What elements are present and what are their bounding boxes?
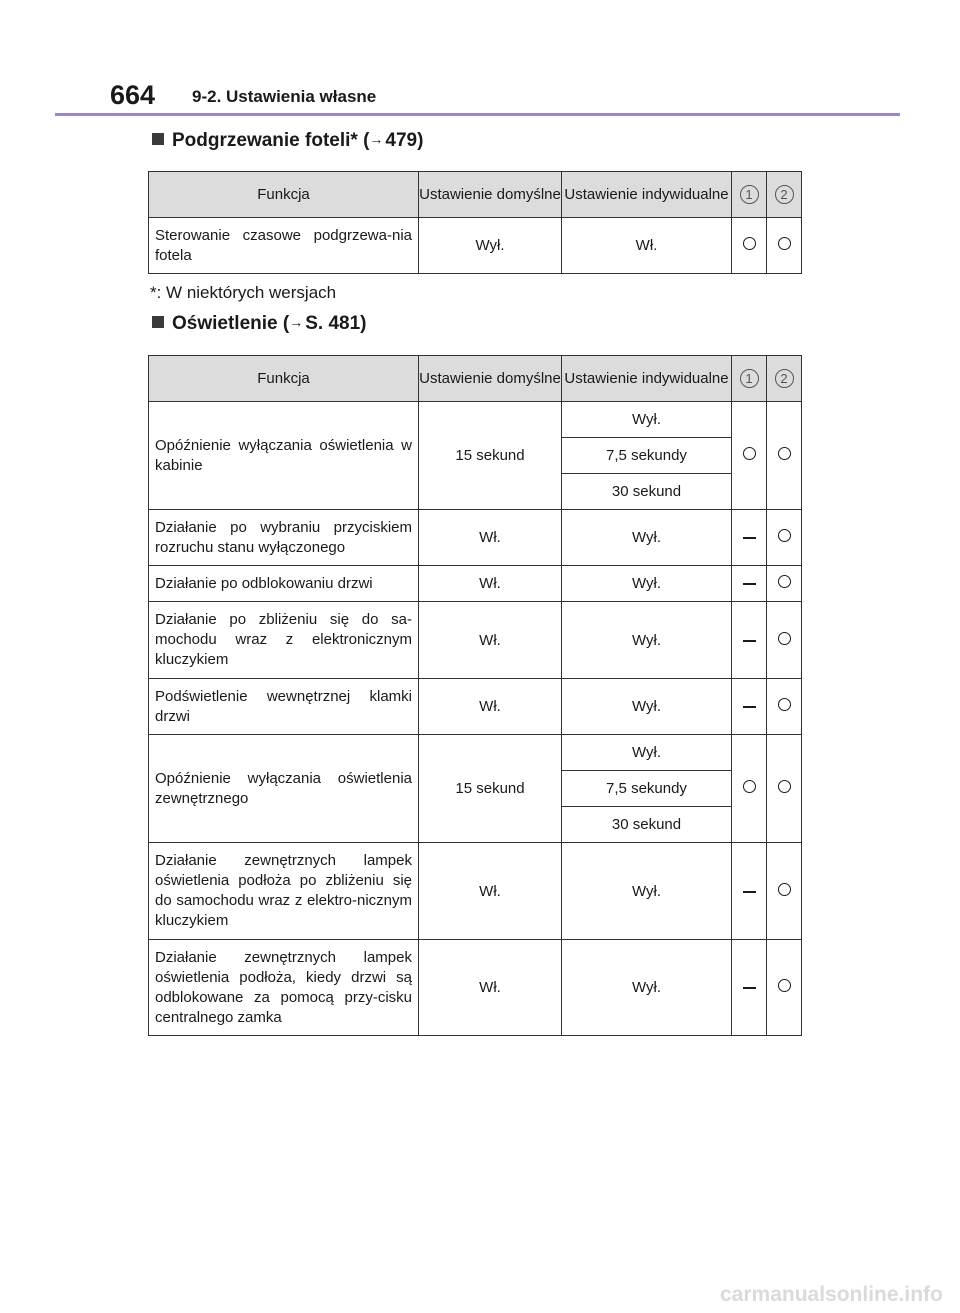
col-1 (732, 356, 767, 402)
circle-icon (778, 237, 791, 250)
watermark: carmanualsonline.info (720, 1283, 943, 1306)
circle-icon (778, 780, 791, 793)
custom-cell: Wył. (562, 679, 732, 735)
header-rule (55, 113, 900, 116)
default-cell: Wł. (419, 679, 562, 735)
default-cell: 15 sekund (419, 735, 562, 843)
c1-cell (732, 735, 767, 843)
table-row (149, 218, 802, 274)
bullet-square-icon (152, 316, 164, 328)
c1-cell (732, 679, 767, 735)
bullet-square-icon (152, 133, 164, 145)
dash-icon (743, 891, 756, 893)
custom-cell: Wył. (562, 566, 732, 602)
custom-cell: Wył. (562, 843, 732, 940)
table-row (149, 843, 802, 940)
col-default: Ustawienie domyślne (419, 172, 562, 218)
custom-cell: 30 sekund (562, 474, 732, 510)
default-cell: Wył. (419, 218, 562, 274)
c2-cell (767, 940, 802, 1036)
table-header-row (149, 172, 802, 218)
c2-cell (767, 510, 802, 566)
default-cell: Wł. (419, 843, 562, 940)
function-cell: Działanie po zbliżeniu się do sa-mochodu wraz z elektronicznym kluczykiem (149, 602, 419, 679)
function-cell: Działanie po odblokowaniu drzwi (149, 566, 419, 602)
function-cell: Działanie po wybraniu przyciskiem rozruchu stanu wyłączonego (149, 510, 419, 566)
c2-cell (767, 566, 802, 602)
circle-icon (778, 575, 791, 588)
circled-two-icon: 2 (775, 369, 794, 388)
function-cell: Sterowanie czasowe podgrzewa-nia fotela (149, 218, 419, 274)
heading-text: Oświetlenie (172, 313, 278, 334)
c1-cell (732, 402, 767, 510)
custom-cell: Wył. (562, 735, 732, 771)
function-cell: Opóźnienie wyłączania oświetlenia zewnętrznego (149, 735, 419, 843)
c2-cell (767, 843, 802, 940)
table-row (149, 679, 802, 735)
table-row (149, 566, 802, 602)
c1-cell (732, 940, 767, 1036)
col-funkcja: Funkcja (149, 356, 419, 402)
col-2 (767, 172, 802, 218)
c1-cell (732, 566, 767, 602)
function-cell: Opóźnienie wyłączania oświetlenia w kabinie (149, 402, 419, 510)
table-header-row (149, 356, 802, 402)
dash-icon (743, 640, 756, 642)
c2-cell (767, 735, 802, 843)
default-cell: Wł. (419, 940, 562, 1036)
circle-icon (743, 780, 756, 793)
c2-cell (767, 602, 802, 679)
heading-ref: S. 481 (305, 313, 361, 334)
col-funkcja: Funkcja (149, 172, 419, 218)
custom-cell: 7,5 sekundy (562, 438, 732, 474)
default-cell: Wł. (419, 510, 562, 566)
custom-cell: 7,5 sekundy (562, 771, 732, 807)
heading-ref: 479 (385, 130, 418, 151)
circled-one-icon: 1 (740, 185, 759, 204)
function-cell: Podświetlenie wewnętrznej klamki drzwi (149, 679, 419, 735)
lighting-table (148, 355, 802, 1036)
circle-icon (778, 447, 791, 460)
function-cell: Działanie zewnętrznych lampek oświetlenia podłoża po zbliżeniu się do samochodu wraz z elektro-nicznym kluczykiem (149, 843, 419, 940)
c1-cell (732, 602, 767, 679)
col-default: Ustawienie domyślne (419, 356, 562, 402)
heading-text: Podgrzewanie foteli* (172, 130, 358, 151)
table-row (149, 402, 802, 438)
footnote: *: W niektórych wersjach (150, 283, 337, 302)
col-custom: Ustawienie indywidualne (562, 172, 732, 218)
circled-one-icon: 1 (740, 369, 759, 388)
c2-cell (767, 402, 802, 510)
section-title: 9-2. Ustawienia własne (192, 87, 377, 106)
table-row (149, 940, 802, 1036)
dash-icon (743, 987, 756, 989)
custom-cell: Wł. (562, 218, 732, 274)
heading-lighting: Oświetlenie (→ S. 481) (152, 313, 366, 335)
circle-icon (778, 883, 791, 896)
circle-icon (778, 529, 791, 542)
heading-seat-heating: Podgrzewanie foteli* (→ 479) (152, 130, 423, 152)
custom-cell: Wył. (562, 402, 732, 438)
function-cell: Działanie zewnętrznych lampek oświetlenia podłoża, kiedy drzwi są odblokowane za pomocą przy-cisku centralnego zamka (149, 940, 419, 1036)
default-cell: Wł. (419, 566, 562, 602)
custom-cell: Wył. (562, 510, 732, 566)
default-cell: Wł. (419, 602, 562, 679)
col-1 (732, 172, 767, 218)
circle-icon (778, 979, 791, 992)
circle-icon (743, 447, 756, 460)
c1-cell (732, 218, 767, 274)
circle-icon (778, 632, 791, 645)
c2-cell (767, 679, 802, 735)
dash-icon (743, 537, 756, 539)
col-custom: Ustawienie indywidualne (562, 356, 732, 402)
custom-cell: Wył. (562, 940, 732, 1036)
c2-cell (767, 218, 802, 274)
circle-icon (778, 698, 791, 711)
dash-icon (743, 583, 756, 585)
table-row (149, 510, 802, 566)
default-cell: 15 sekund (419, 402, 562, 510)
col-2 (767, 356, 802, 402)
table-row (149, 735, 802, 771)
seat-heating-table (148, 171, 802, 274)
dash-icon (743, 706, 756, 708)
table-row (149, 602, 802, 679)
c1-cell (732, 843, 767, 940)
arrow-right-icon: → (289, 314, 304, 330)
page-number: 664 (110, 80, 156, 110)
custom-cell: Wył. (562, 602, 732, 679)
arrow-right-icon: → (369, 131, 384, 147)
circled-two-icon: 2 (775, 185, 794, 204)
circle-icon (743, 237, 756, 250)
custom-cell: 30 sekund (562, 807, 732, 843)
c1-cell (732, 510, 767, 566)
